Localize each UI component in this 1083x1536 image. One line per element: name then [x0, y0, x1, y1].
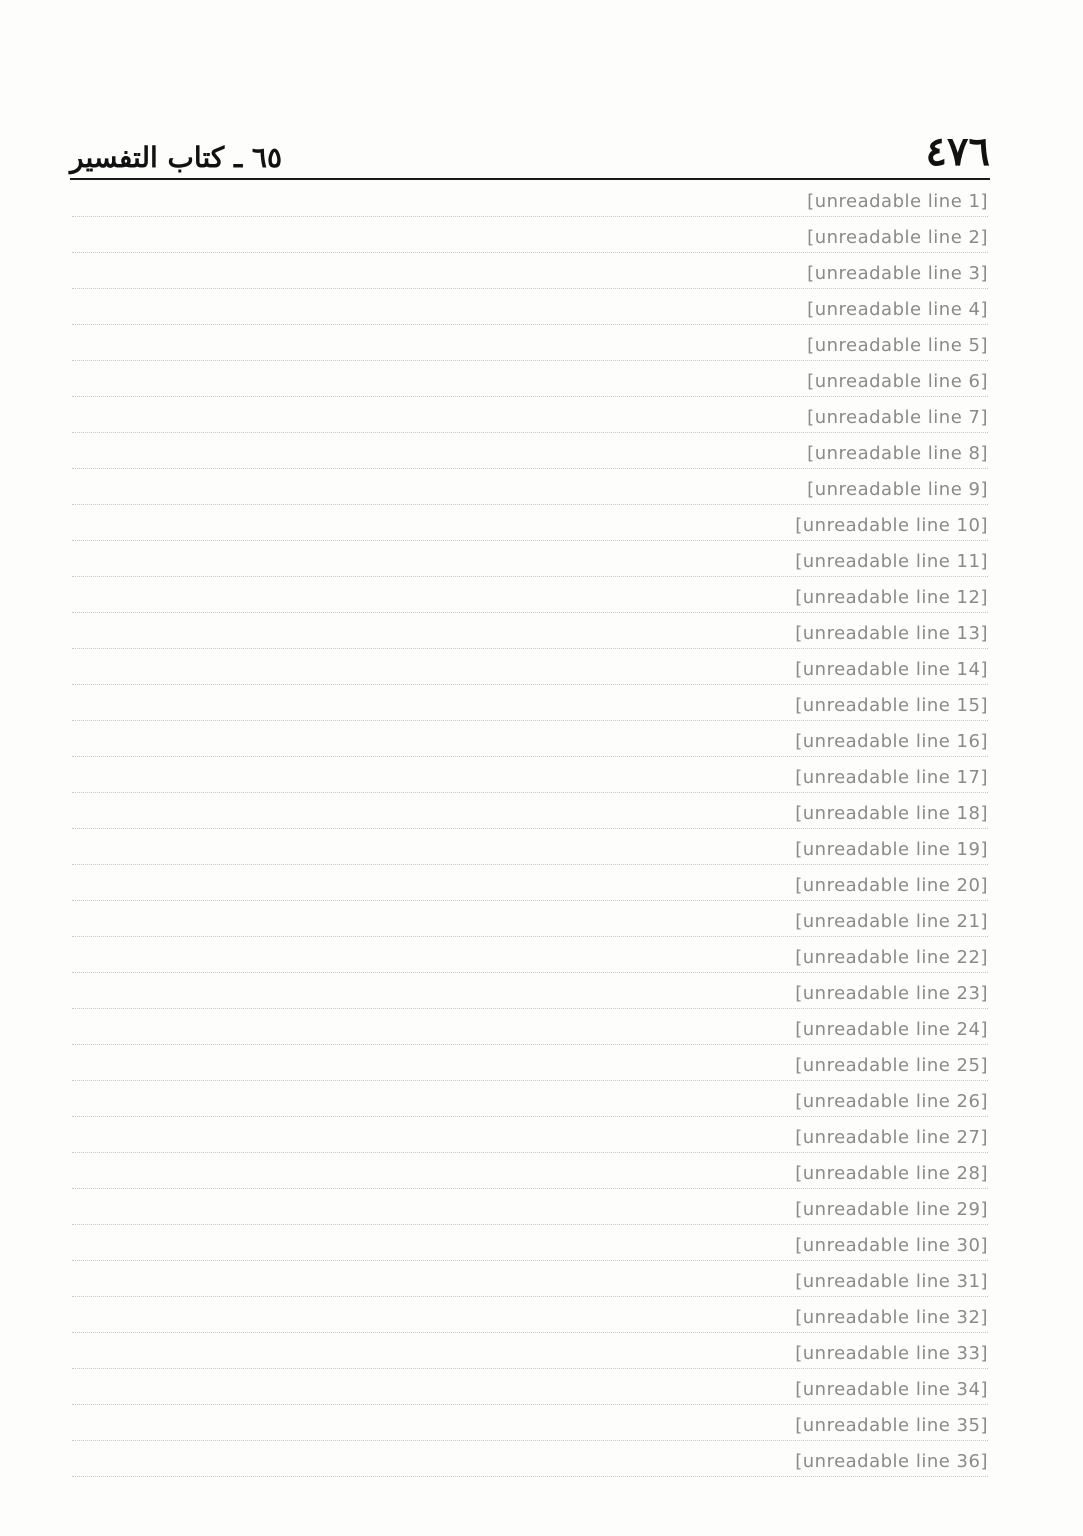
text-line-content: [unreadable line 19] [72, 839, 988, 865]
text-line [72, 834, 988, 870]
text-line-content: [unreadable line 23] [72, 983, 988, 1009]
text-line-content: [unreadable line 15] [72, 695, 988, 721]
text-line [72, 582, 988, 618]
text-line-content: [unreadable line 24] [72, 1019, 988, 1045]
text-line-content: [unreadable line 33] [72, 1343, 988, 1369]
text-line [72, 1446, 988, 1482]
text-line-content: [unreadable line 1] [72, 191, 988, 217]
body-text [72, 186, 988, 1482]
text-line [72, 906, 988, 942]
text-line-content: [unreadable line 27] [72, 1127, 988, 1153]
text-line [72, 1230, 988, 1266]
text-line [72, 942, 988, 978]
text-line-content: [unreadable line 22] [72, 947, 988, 973]
text-line [72, 618, 988, 654]
text-line-content: [unreadable line 13] [72, 623, 988, 649]
text-line-content: [unreadable line 6] [72, 371, 988, 397]
text-line [72, 402, 988, 438]
text-line [72, 366, 988, 402]
text-line [72, 186, 988, 222]
text-line-content: [unreadable line 26] [72, 1091, 988, 1117]
text-line [72, 726, 988, 762]
text-line [72, 1158, 988, 1194]
text-line-content: [unreadable line 4] [72, 299, 988, 325]
text-line [72, 1086, 988, 1122]
text-line [72, 1122, 988, 1158]
text-line-content: [unreadable line 30] [72, 1235, 988, 1261]
text-line [72, 1014, 988, 1050]
text-line-content: [unreadable line 20] [72, 875, 988, 901]
text-line-content: [unreadable line 14] [72, 659, 988, 685]
text-line [72, 978, 988, 1014]
text-line-content: [unreadable line 3] [72, 263, 988, 289]
text-line-content: [unreadable line 31] [72, 1271, 988, 1297]
text-line [72, 1050, 988, 1086]
text-line [72, 1410, 988, 1446]
text-line [72, 474, 988, 510]
text-line-content: [unreadable line 32] [72, 1307, 988, 1333]
text-line-content: [unreadable line 17] [72, 767, 988, 793]
text-line [72, 1266, 988, 1302]
text-line-content: [unreadable line 8] [72, 443, 988, 469]
text-line-content: [unreadable line 35] [72, 1415, 988, 1441]
text-line [72, 654, 988, 690]
text-line [72, 294, 988, 330]
text-line [72, 762, 988, 798]
text-line [72, 330, 988, 366]
text-line-content: [unreadable line 29] [72, 1199, 988, 1225]
running-head [70, 120, 990, 175]
text-line [72, 546, 988, 582]
text-line [72, 798, 988, 834]
text-line-content: [unreadable line 18] [72, 803, 988, 829]
text-line-content: [unreadable line 34] [72, 1379, 988, 1405]
text-line-content: [unreadable line 2] [72, 227, 988, 253]
text-line-content: [unreadable line 10] [72, 515, 988, 541]
text-line-content: [unreadable line 9] [72, 479, 988, 505]
text-line-content: [unreadable line 25] [72, 1055, 988, 1081]
text-line-content: [unreadable line 7] [72, 407, 988, 433]
header-rule [70, 178, 990, 180]
text-line-content: [unreadable line 5] [72, 335, 988, 361]
text-line-content: [unreadable line 36] [72, 1451, 988, 1477]
text-line-content: [unreadable line 28] [72, 1163, 988, 1189]
text-line [72, 1374, 988, 1410]
text-line-content: [unreadable line 11] [72, 551, 988, 577]
text-line [72, 690, 988, 726]
text-line-content: [unreadable line 12] [72, 587, 988, 613]
text-line [72, 258, 988, 294]
text-line [72, 870, 988, 906]
text-line [72, 1302, 988, 1338]
text-line [72, 1338, 988, 1374]
text-line [72, 222, 988, 258]
book-title: ٦٥ ـ كتاب التفسير [70, 141, 282, 174]
text-line [72, 438, 988, 474]
text-line [72, 510, 988, 546]
text-line [72, 1194, 988, 1230]
text-line-content: [unreadable line 16] [72, 731, 988, 757]
text-line-content: [unreadable line 21] [72, 911, 988, 937]
page-number: ٤٧٦ [925, 128, 990, 175]
